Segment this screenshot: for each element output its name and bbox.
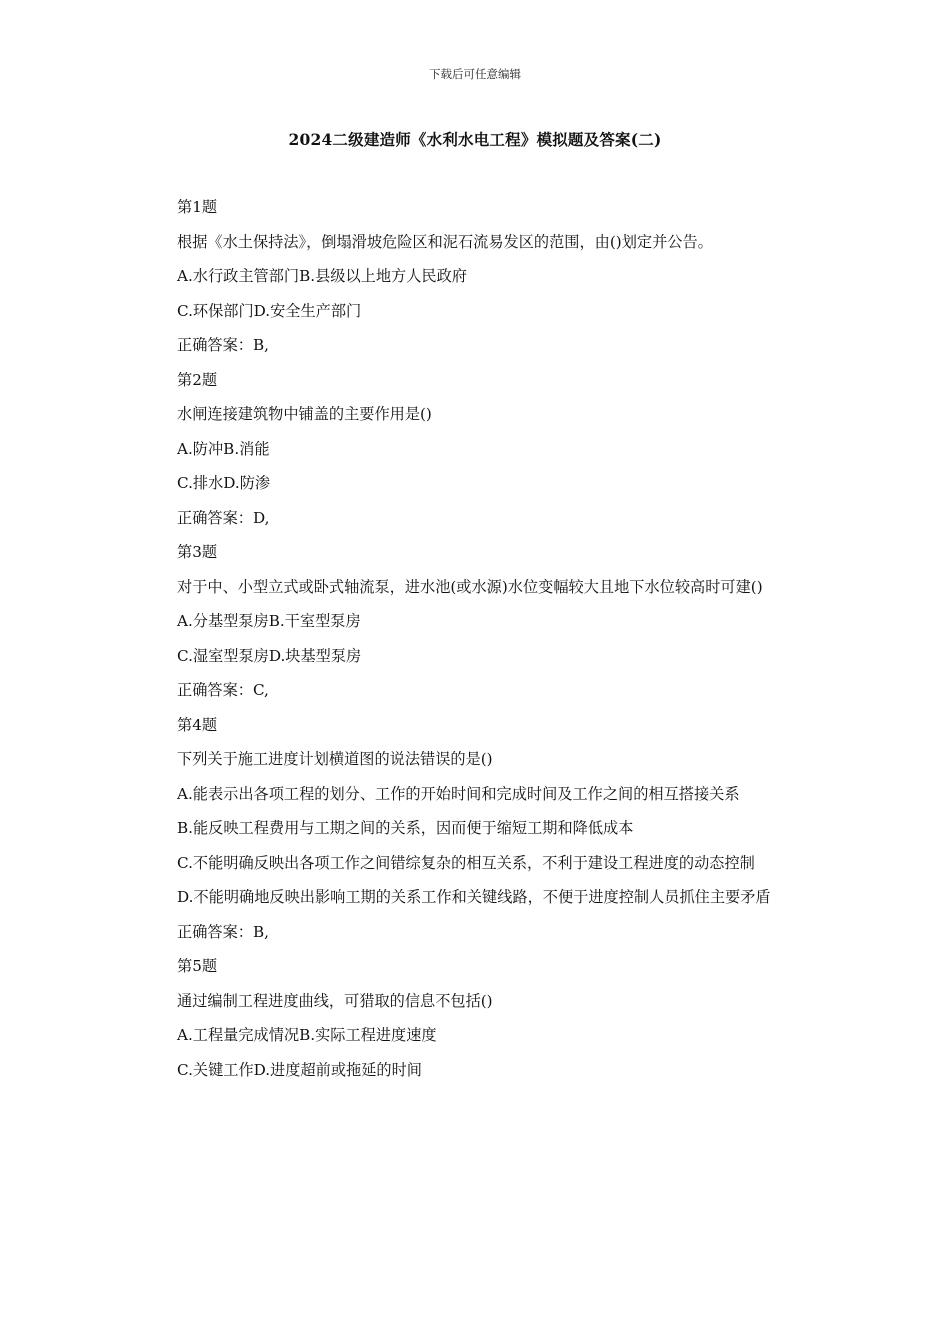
document-title: 2024二级建造师《水利水电工程》模拟题及答案(二): [288, 130, 662, 149]
question-number: 第1题: [177, 198, 218, 216]
question-options: A.分基型泵房B.干室型泵房: [177, 612, 361, 630]
question-answer: 正确答案：B,: [177, 922, 269, 941]
question-number: 第2题: [177, 370, 218, 389]
question-options: C.排水D.防渗: [177, 474, 271, 492]
document-body: [144, 190, 810, 1087]
question-stem: 水闸连接建筑物中铺盖的主要作用是(): [177, 405, 432, 423]
question-options: A.工程量完成情况B.实际工程进度速度: [177, 1026, 437, 1044]
question-number: 第3题: [177, 543, 218, 561]
question-stem: 下列关于施工进度计划横道图的说法错误的是(): [177, 750, 493, 768]
question-answer: 正确答案：C,: [177, 681, 269, 699]
question-options: A.能表示出各项工程的划分、工作的开始时间和完成时间及工作之间的相互搭接关系: [177, 784, 740, 803]
question-stem: 对于中、小型立式或卧式轴流泵，进水池(或水源)水位变幅较大且地下水位较高时可建(): [177, 577, 763, 596]
question-options: A.水行政主管部门B.县级以上地方人民政府: [177, 267, 467, 285]
question-options: B.能反映工程费用与工期之间的关系，因而便于缩短工期和降低成本: [177, 819, 634, 837]
question-options: C.关键工作D.进度超前或拖延的时间: [177, 1060, 422, 1079]
question-stem: 根据《水土保持法》，倒塌滑坡危险区和泥石流易发区的范围，由()划定并公告。: [177, 232, 713, 251]
question-answer: 正确答案：D,: [177, 508, 270, 527]
question-number: 第4题: [177, 715, 218, 734]
question-number: 第5题: [177, 957, 218, 975]
question-stem: 通过编制工程进度曲线，可猎取的信息不包括(): [177, 991, 493, 1010]
question-options: D.不能明确地反映出影响工期的关系工作和关键线路，不便于进度控制人员抓住主要矛盾: [177, 888, 771, 906]
header-note: 下载后可任意编辑: [429, 67, 521, 81]
question-options: A.防冲B.消能: [177, 439, 270, 458]
question-options: C.环保部门D.安全生产部门: [177, 301, 362, 320]
question-answer: 正确答案：B,: [177, 336, 269, 354]
question-options: C.不能明确反映出各项工作之间错综复杂的相互关系，不利于建设工程进度的动态控制: [177, 853, 755, 872]
question-options: C.湿室型泵房D.块基型泵房: [177, 646, 362, 665]
